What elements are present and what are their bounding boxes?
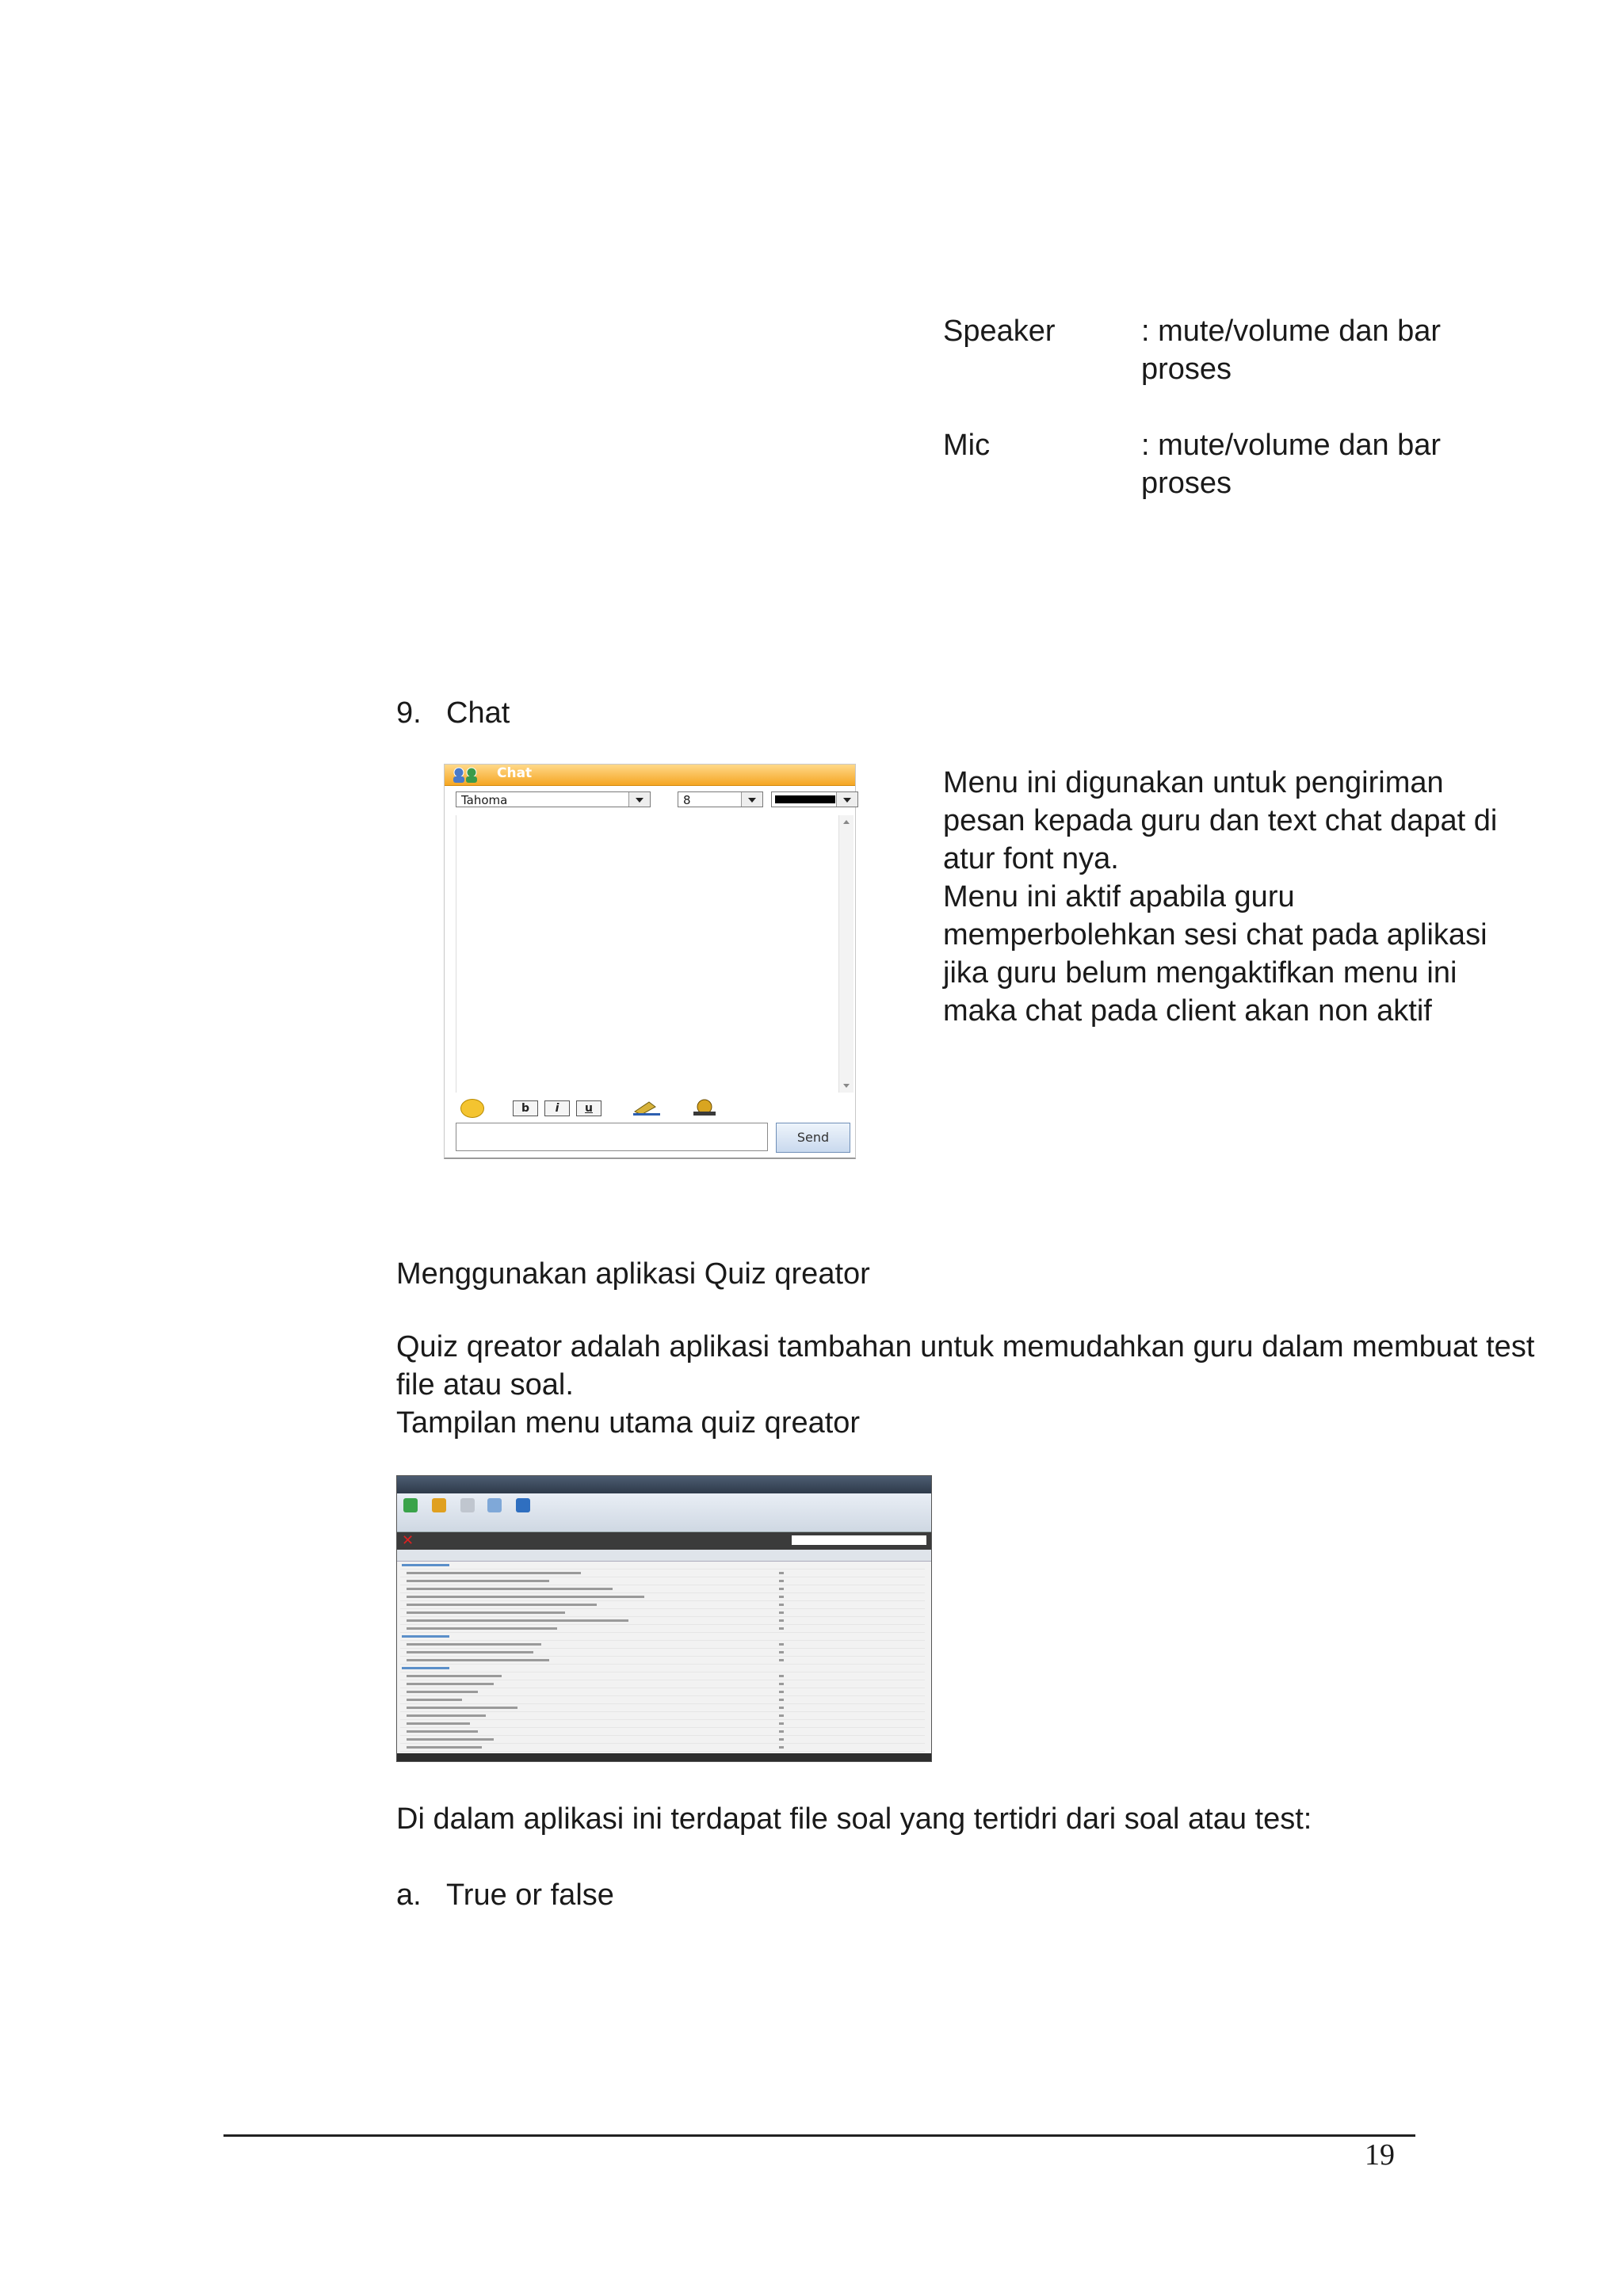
row-text-bar — [407, 1659, 549, 1661]
font-color-select[interactable] — [771, 791, 858, 807]
desc-mic-line-1: : mute/volume dan bar — [1141, 429, 1442, 462]
quiz-question-row — [400, 1577, 925, 1585]
quiz-question-row — [400, 1585, 925, 1593]
bold-button[interactable]: b — [513, 1100, 538, 1116]
quiz-intro-line: Tampilan menu utama quiz qreator — [396, 1406, 861, 1440]
quiz-ribbon — [397, 1493, 931, 1532]
quiz-question-row — [400, 1744, 925, 1752]
desc-speaker — [1141, 312, 1441, 388]
row-text-bar — [407, 1611, 565, 1614]
chat-description-line: atur font nya. — [943, 842, 1119, 875]
close-icon: ✕ — [402, 1532, 414, 1549]
row-text-bar — [407, 1707, 517, 1709]
quiz-question-row — [400, 1657, 925, 1665]
quiz-question-row — [400, 1728, 925, 1736]
row-text-bar — [407, 1675, 502, 1677]
quiz-question-row — [400, 1704, 925, 1712]
quiz-question-row — [400, 1625, 925, 1633]
open-quiz-icon — [516, 1498, 530, 1512]
row-point-bar — [779, 1596, 784, 1598]
quiz-group-row — [400, 1665, 925, 1672]
chat-people-icon — [451, 766, 483, 784]
buzz-icon[interactable] — [689, 1099, 720, 1116]
row-text-bar — [407, 1604, 597, 1606]
row-text-bar — [407, 1746, 482, 1749]
quiz-question-row — [400, 1680, 925, 1688]
quiz-question-row — [400, 1601, 925, 1609]
font-size-select[interactable] — [678, 791, 763, 807]
row-text-bar — [402, 1564, 449, 1566]
row-point-bar — [779, 1619, 784, 1622]
row-point-bar — [779, 1588, 784, 1590]
row-text-bar — [407, 1683, 494, 1685]
font-family-value: Tahoma — [461, 793, 508, 807]
quiz-search-box — [792, 1535, 926, 1545]
highlighter-icon[interactable] — [632, 1099, 662, 1116]
row-point-bar — [779, 1707, 784, 1709]
list-marker-a: a. — [396, 1878, 422, 1912]
send-button[interactable]: Send — [776, 1123, 850, 1153]
row-point-bar — [779, 1730, 784, 1733]
quiz-question-row — [400, 1649, 925, 1657]
import-quiz-icon — [432, 1498, 446, 1512]
quiz-group-row — [400, 1633, 925, 1641]
chevron-down-icon — [836, 792, 857, 807]
font-size-value: 8 — [683, 793, 691, 807]
chat-window — [444, 764, 856, 1159]
chat-description-line: maka chat pada client akan non aktif — [943, 994, 1432, 1028]
desc-speaker-line-2: proses — [1141, 353, 1232, 386]
chat-scrollbar[interactable] — [838, 815, 854, 1093]
color-swatch — [775, 795, 835, 803]
row-point-bar — [779, 1675, 784, 1677]
term-mic: Mic — [943, 429, 991, 462]
quiz-question-row — [400, 1720, 925, 1728]
desc-mic — [1141, 426, 1441, 502]
row-point-bar — [779, 1627, 784, 1630]
row-text-bar — [407, 1572, 581, 1574]
row-text-bar — [407, 1596, 644, 1598]
section-number: 9. — [396, 696, 422, 730]
chat-description-line: memperbolehkan sesi chat pada aplikasi — [943, 918, 1487, 952]
chat-title: Chat — [497, 765, 533, 781]
row-point-bar — [779, 1746, 784, 1749]
row-text-bar — [407, 1627, 557, 1630]
desc-mic-line-2: proses — [1141, 467, 1232, 500]
quiz-question-row — [400, 1688, 925, 1696]
row-point-bar — [779, 1738, 784, 1741]
scroll-up-icon — [843, 820, 850, 824]
export-quiz-icon — [460, 1498, 475, 1512]
scroll-down-icon — [843, 1084, 850, 1088]
quiz-question-row — [400, 1609, 925, 1617]
row-point-bar — [779, 1651, 784, 1653]
row-point-bar — [779, 1714, 784, 1717]
term-speaker: Speaker — [943, 315, 1056, 348]
row-text-bar — [402, 1635, 449, 1638]
row-text-bar — [407, 1722, 470, 1725]
chat-title-bar — [445, 765, 855, 786]
row-text-bar — [407, 1714, 486, 1717]
row-text-bar — [407, 1691, 478, 1693]
quiz-toolbar — [397, 1532, 931, 1550]
footer-rule — [223, 2134, 1415, 2137]
row-point-bar — [779, 1604, 784, 1606]
row-point-bar — [779, 1691, 784, 1693]
italic-button[interactable]: i — [544, 1100, 570, 1116]
row-point-bar — [779, 1572, 784, 1574]
row-text-bar — [407, 1580, 549, 1582]
quiz-qreator-screenshot — [396, 1475, 932, 1762]
row-text-bar — [407, 1699, 462, 1701]
quiz-question-row — [400, 1593, 925, 1601]
quiz-question-row — [400, 1569, 925, 1577]
quiz-question-row — [400, 1712, 925, 1720]
row-text-bar — [407, 1730, 478, 1733]
quiz-question-row — [400, 1696, 925, 1704]
page-number: 19 — [1365, 2138, 1395, 2172]
chat-description-line: Menu ini digunakan untuk pengiriman — [943, 766, 1444, 799]
quiz-intro — [396, 1328, 1534, 1442]
chat-message-input[interactable] — [456, 1123, 768, 1151]
quiz-heading: Menggunakan aplikasi Quiz qreator — [396, 1257, 870, 1291]
quiz-question-row — [400, 1641, 925, 1649]
row-point-bar — [779, 1722, 784, 1725]
row-point-bar — [779, 1643, 784, 1646]
quiz-intro-line: Quiz qreator adalah aplikasi tambahan untuk memudahkan guru dalam membuat test — [396, 1330, 1535, 1363]
row-text-bar — [402, 1667, 449, 1669]
quiz-question-row — [400, 1617, 925, 1625]
quiz-table-rows — [400, 1562, 925, 1752]
preview-quiz-icon — [487, 1498, 502, 1512]
format-toolbar — [456, 1099, 836, 1118]
section-title: Chat — [446, 696, 510, 730]
quiz-question-row — [400, 1736, 925, 1744]
new-quiz-icon — [403, 1498, 418, 1512]
row-text-bar — [407, 1651, 533, 1653]
row-point-bar — [779, 1699, 784, 1701]
test-intro: Di dalam aplikasi ini terdapat file soal yang tertidri dari soal atau test: — [396, 1802, 1312, 1836]
quiz-table-header — [397, 1550, 931, 1562]
font-family-select[interactable] — [456, 791, 651, 807]
row-text-bar — [407, 1588, 613, 1590]
row-point-bar — [779, 1611, 784, 1614]
quiz-intro-line: file atau soal. — [396, 1368, 574, 1402]
list-item-a: True or false — [446, 1878, 614, 1912]
quiz-title-bar — [397, 1476, 931, 1493]
row-point-bar — [779, 1659, 784, 1661]
row-text-bar — [407, 1619, 628, 1622]
chevron-down-icon — [741, 792, 762, 807]
row-text-bar — [407, 1738, 494, 1741]
row-point-bar — [779, 1683, 784, 1685]
row-point-bar — [779, 1580, 784, 1582]
underline-button[interactable]: u — [576, 1100, 601, 1116]
chat-messages-area[interactable] — [456, 815, 842, 1093]
quiz-question-row — [400, 1672, 925, 1680]
chat-description-line: pesan kepada guru dan text chat dapat di — [943, 804, 1498, 837]
quiz-status-bar — [397, 1753, 931, 1761]
chat-description-line: jika guru belum mengaktifkan menu ini — [943, 956, 1457, 990]
quiz-group-row — [400, 1562, 925, 1569]
row-text-bar — [407, 1643, 541, 1646]
chat-description-line: Menu ini aktif apabila guru — [943, 880, 1295, 913]
smiley-icon[interactable] — [460, 1099, 484, 1118]
chevron-down-icon — [628, 792, 650, 807]
chat-description — [943, 764, 1497, 1030]
desc-speaker-line-1: : mute/volume dan bar — [1141, 315, 1442, 348]
